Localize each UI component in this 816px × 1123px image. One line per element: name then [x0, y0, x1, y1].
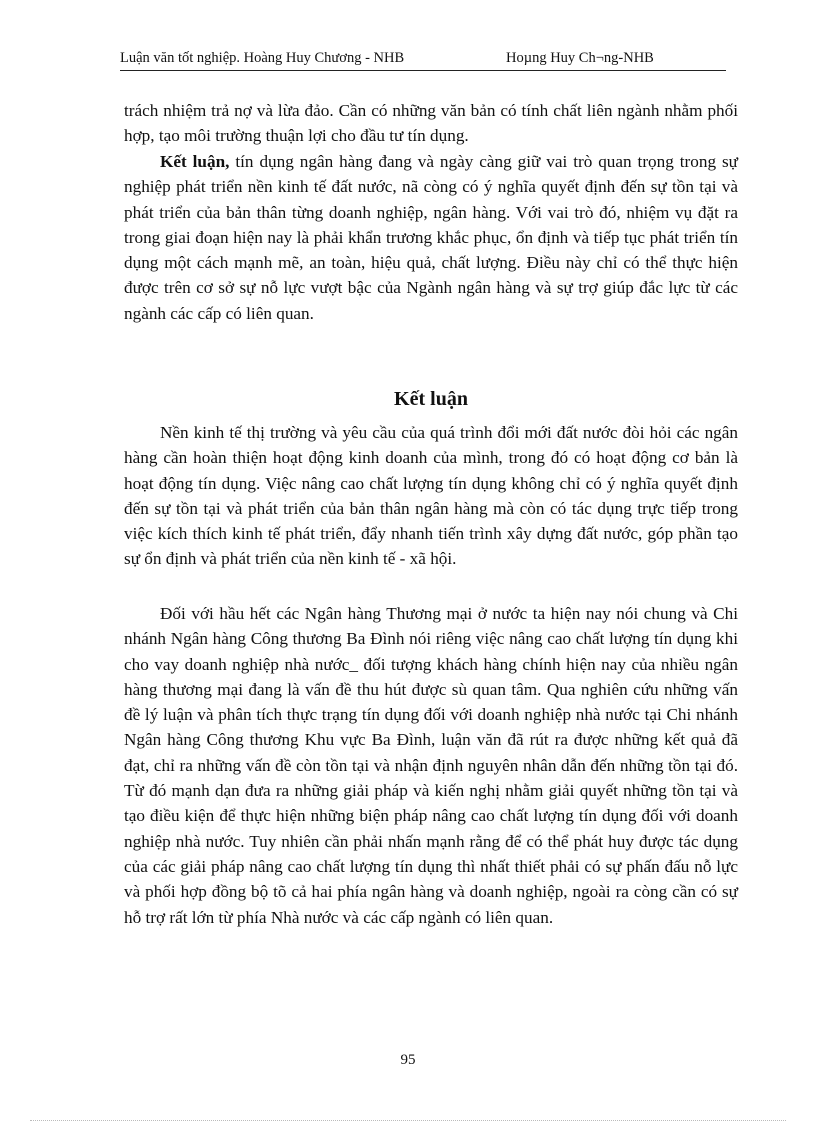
paragraph-continuation: trách nhiệm trả nợ và lừa đảo. Cần có những văn bản có tính chất liên ngành nhằm phối hợp, tạo môi trường thuận lợi cho đầu tư tín dụng. [124, 101, 738, 146]
page-header [120, 50, 726, 70]
paragraph-market-economy: Nền kinh tế thị trường và yêu cầu của quá trình đổi mới đất nước đòi hỏi các ngân hàng cần hoàn thiện hoạt động kinh doanh của mình, trong đó có hoạt động cơ bản là hoạt động tín dụng. Việc nâng cao chất lượng tín dụng không chỉ có ý nghĩa quyết định đến sự tồn tại và phát triển của bản thân ngân hàng mà còn có tác dụng trực tiếp trong việc kích thích kinh tế phát triển, đẩy nhanh tiến trình xây dựng đất nước, góp phần tạo sự ổn định và phát triển của nền kinh tế - xã hội. [124, 423, 738, 569]
section-title: Kết luận [394, 388, 468, 410]
paragraph-body: tín dụng ngân hàng đang và ngày càng giữ vai trò quan trọng trong sự nghiệp phát triển nền kinh tế đất nước, nã còng có ý nghĩa quyết định đến sự tồn tại và phát triển của bản thân từng doanh nghiệp, ngân hàng. Với vai trò đó, nhiệm vụ đặt ra trong giai đoạn hiện nay là phải khẩn trương khắc phục, ổn định và tiếp tục phát triển tín dụng một cách mạnh mẽ, an toàn, hiệu quả, chất lượng. Điều này chỉ có thể thực hiện được trên cơ sở sự nỗ lực vượt bậc của Ngành ngân hàng và sự trợ giúp đắc lực từ các ngành các cấp có liên quan. [124, 152, 738, 323]
paragraph-lead-bold: Kết luận, [160, 152, 230, 171]
header-left-text: Luận văn tốt nghiệp. Hoàng Huy Chương - NHB [120, 50, 405, 66]
paragraph-conclusion-summary [124, 149, 738, 326]
header-right-text: Hoµng Huy Ch¬ng-NHB [506, 50, 654, 66]
page-bottom-divider [30, 1120, 786, 1121]
header-rule [120, 70, 726, 71]
page-number: 95 [400, 1052, 416, 1068]
paragraph-commercial-banks: Đối với hầu hết các Ngân hàng Thương mại ở nước ta hiện nay nói chung và Chi nhánh Ngân hàng Công thương Ba Đình nói riêng việc nâng cao chất lượng tín dụng khi cho vay doanh nghiệp nhà nước_ đối tượng khách hàng chính hiện nay của nhiều ngân hàng thương mại đang là vấn đề thu hút được sù quan tâm. Qua nghiên cứu những vấn đề lý luận và phân tích thực trạng tín dụng đối với doanh nghiệp nhà nước tại Chi nhánh Ngân hàng Công thương Khu vực Ba Đình, luận văn đã rút ra được những kết quả đã đạt, chỉ ra những vấn đề còn tồn tại và nhận định nguyên nhân dẫn đến những tồn tại đó. Từ đó mạnh dạn đưa ra những giải pháp và kiến nghị nhằm giải quyết những tồn tại và tạo điều kiện để thực hiện những biện pháp nâng cao chất lượng tín dụng đối với doanh nghiệp nhà nước. Tuy nhiên cần phải nhấn mạnh rằng để có thể phát huy được tác dụng của các giải pháp nâng cao chất lượng tín dụng thì nhất thiết phải có sự phấn đấu nỗ lực và phối hợp đồng bộ tõ cả hai phía ngân hàng và doanh nghiệp, ngoài ra còng cần có sự hỗ trợ rất lớn từ phía Nhà nước và các cấp ngành có liên quan. [124, 604, 738, 927]
